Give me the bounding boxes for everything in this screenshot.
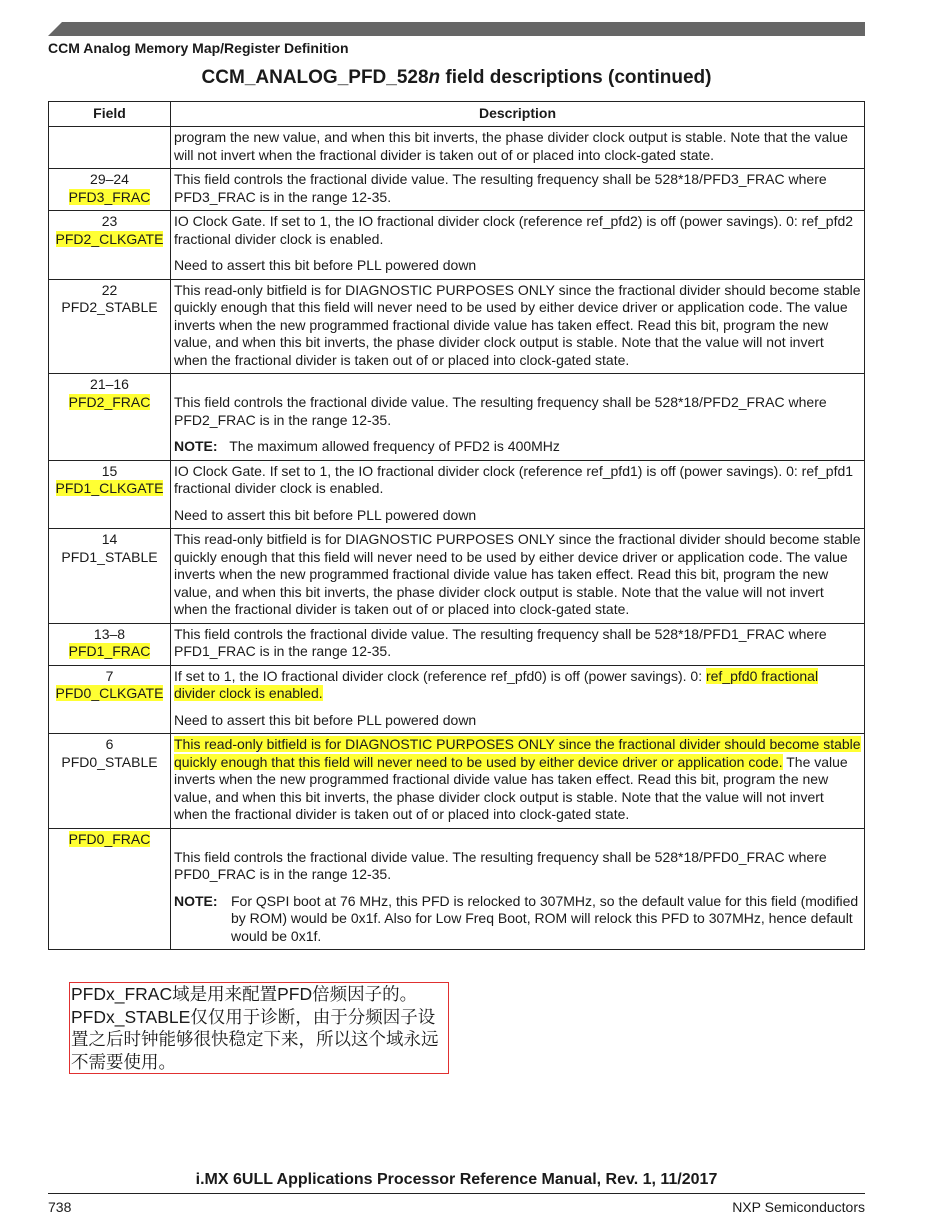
table-row [49, 169, 865, 211]
field-cell [49, 828, 171, 950]
field-name: PFD2_CLKGATE [55, 230, 164, 247]
title-rest: field descriptions (continued) [440, 67, 712, 88]
field-cell [49, 460, 171, 529]
field-cell [49, 529, 171, 624]
field-cell [49, 734, 171, 829]
section-heading: CCM Analog Memory Map/Register Definition [48, 40, 349, 56]
field-bits: 6 [105, 736, 114, 752]
description-cell [171, 460, 865, 529]
table-header-row [49, 102, 865, 127]
table-row [49, 460, 865, 529]
description-highlight: This read-only bitfield is for DIAGNOSTIC PURPOSES ONLY since the fractional divider should become stable quickly enough that this field will never need to be used by either device driver or application code. [174, 736, 861, 770]
field-name: PFD2_FRAC [68, 393, 151, 410]
field-bits: 15 [101, 462, 118, 479]
note-label: NOTE: [174, 892, 218, 909]
field-name: PFD3_FRAC [68, 188, 151, 205]
field-cell [49, 279, 171, 374]
field-cell [49, 169, 171, 211]
description-text: Need to assert this bit before PLL powered down [174, 711, 477, 728]
field-name: PFD1_FRAC [68, 643, 151, 659]
table-row [49, 529, 865, 624]
company-name: NXP Semiconductors [732, 1199, 865, 1215]
note-label: NOTE: [174, 438, 218, 454]
header-bar [48, 22, 865, 36]
field-cell [49, 211, 171, 280]
field-name: PFD0_STABLE [61, 753, 158, 770]
field-bits: 23 [101, 213, 118, 229]
annotation-box: PFDx_FRAC域是用来配置PFD倍频因子的。PFDx_STABLE仅仅用于诊断，由于分频因子设置之后时钟能够很快稳定下来，所以这个域永远不需要使用。 [69, 982, 449, 1074]
field-name: PFD2_STABLE [61, 299, 158, 315]
description-cell: This field controls the fractional divide value. The resulting frequency shall be 528*18/PFD3_FRAC where PFD3_FRAC is in the range 12-35. [171, 169, 865, 211]
field-table [48, 101, 865, 950]
field-bits: 29–24 [90, 171, 129, 187]
field-bits: 13–8 [93, 625, 126, 642]
page-title [48, 67, 865, 89]
field-bits: 21–16 [90, 376, 129, 392]
description-plain: The value inverts when the new programmed fractional divide value has taken effect. Read this bit, program the new value, and when this bit inverts, the phase divider clock output is stable. Note that the value will not invert when the fractional divider is taken out of or placed into clock-gated state. [174, 753, 848, 822]
page-number: 738 [48, 1199, 72, 1215]
description-highlight: ref_pfd0 fractional divider clock is enabled. [174, 667, 819, 701]
field-cell [49, 374, 171, 461]
table-row [49, 279, 865, 374]
table-row [49, 127, 865, 169]
description-cell [171, 665, 865, 734]
description-cell: This read-only bitfield is for DIAGNOSTIC PURPOSES ONLY since the fractional divider should become stable quickly enough that this field will never need to be used by either device driver or application code. The value inverts when the new programmed fractional divide value has taken effect. Read this bit, program the new value, and when this bit inverts, the phase divider clock output is stable. Note that the value will not invert when the fractional divider is taken out of or placed into clock-gated state. [171, 529, 865, 624]
description-text: This field controls the fractional divide value. The resulting frequency shall be 528*18/PFD0_FRAC where PFD0_FRAC is in the range 12-35. [174, 848, 827, 882]
table-row [49, 828, 865, 950]
description-text: Need to assert this bit before PLL powered down [174, 506, 477, 523]
field-cell [49, 623, 171, 665]
field-name: PFD0_CLKGATE [55, 685, 164, 701]
description-cell: This field controls the fractional divide value. The resulting frequency shall be 528*18/PFD1_FRAC where PFD1_FRAC is in the range 12-35. [171, 623, 865, 665]
column-header-field: Field [49, 102, 171, 127]
title-italic: n [428, 67, 441, 88]
description-text: IO Clock Gate. If set to 1, the IO fractional divider clock (reference ref_pfd1) is off (power savings). 0: ref_pfd1 fractional divider clock is enabled. [174, 462, 854, 496]
footer-divider [48, 1193, 865, 1194]
description-text: This field controls the fractional divide value. The resulting frequency shall be 528*18/PFD2_FRAC where PFD2_FRAC is in the range 12-35. [174, 394, 827, 428]
field-cell [49, 127, 171, 169]
field-name: PFD1_STABLE [61, 548, 158, 565]
manual-title: i.MX 6ULL Applications Processor Reference Manual, Rev. 1, 11/2017 [195, 1171, 718, 1188]
title-main: CCM_ANALOG_PFD_528 [201, 67, 429, 88]
note [174, 438, 861, 456]
note-text: For QSPI boot at 76 MHz, this PFD is relocked to 307MHz, so the default value for this field (modified by ROM) would be 0x1f. Also for Low Freq Boot, ROM will relock this PFD to 307MHz, hence default would be 0x1f. [231, 892, 859, 944]
table-row [49, 665, 865, 734]
description-text: Need to assert this bit before PLL powered down [174, 257, 477, 273]
field-name: PFD0_FRAC [68, 830, 151, 847]
table-row [49, 734, 865, 829]
note [174, 893, 861, 946]
table-row [49, 623, 865, 665]
field-bits: 22 [101, 281, 118, 298]
description-text [174, 668, 861, 703]
field-bits: 7 [105, 667, 114, 684]
description-cell [171, 211, 865, 280]
description-text: IO Clock Gate. If set to 1, the IO fractional divider clock (reference ref_pfd2) is off (power savings). 0: ref_pfd2 fractional divider clock is enabled. [174, 213, 854, 247]
description-cell [171, 734, 865, 829]
description-cell: program the new value, and when this bit inverts, the phase divider clock output is stable. Note that the value will not invert when the fractional divider is taken out of or placed into clock-gated state. [171, 127, 865, 169]
field-name: PFD1_CLKGATE [55, 480, 164, 496]
column-header-description: Description [171, 102, 865, 127]
table-row [49, 374, 865, 461]
table-row [49, 211, 865, 280]
note-text: The maximum allowed frequency of PFD2 is 400MHz [229, 438, 560, 454]
description-cell [171, 374, 865, 461]
field-bits: 14 [101, 531, 118, 547]
description-cell: This read-only bitfield is for DIAGNOSTIC PURPOSES ONLY since the fractional divider should become stable quickly enough that this field will never need to be used by either device driver or application code. The value inverts when the new programmed fractional divide value has taken effect. Read this bit, program the new value, and when this bit inverts, the phase divider clock output is stable. Note that the value will not invert when the fractional divider is taken out of or placed into clock-gated state. [171, 279, 865, 374]
field-cell [49, 665, 171, 734]
description-cell [171, 828, 865, 950]
description-plain: If set to 1, the IO fractional divider clock (reference ref_pfd0) is off (power savings). 0: [174, 667, 706, 684]
